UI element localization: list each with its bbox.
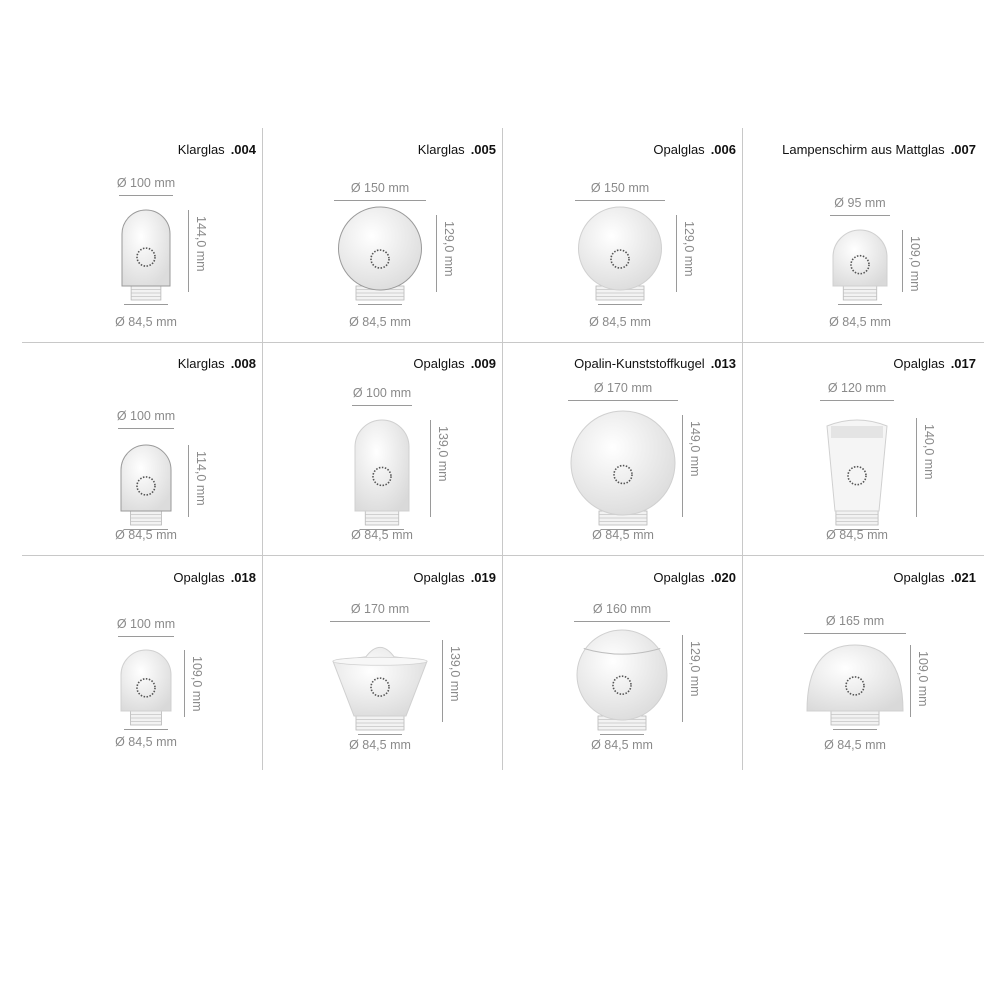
bottom-diameter-line [358, 304, 402, 305]
glass-body [355, 420, 409, 511]
product-cell [742, 128, 982, 342]
height-label: 109,0 mm [916, 651, 930, 707]
product-material: Opalin-Kunststoffkugel [574, 356, 705, 371]
bottom-diameter-label: Ø 84,5 mm [589, 315, 651, 329]
product-title [653, 570, 736, 585]
top-diameter-line [352, 405, 412, 406]
height-label: 140,0 mm [922, 424, 936, 480]
top-diameter-line [334, 200, 426, 201]
glass-body [577, 630, 667, 720]
top-diameter-line [574, 621, 670, 622]
bottom-diameter-label: Ø 84,5 mm [351, 528, 413, 542]
thread-neck [836, 511, 878, 525]
glass-body [339, 207, 422, 290]
product-material: Opalglas [173, 570, 225, 585]
glass-shade-illustration [807, 645, 903, 725]
glass-shade-illustration [121, 445, 171, 525]
product-material: Opalglas [653, 570, 705, 585]
bottom-diameter-label: Ø 84,5 mm [824, 738, 886, 752]
product-title [418, 142, 496, 157]
height-dimension-line [436, 215, 437, 292]
glass-body [579, 207, 662, 290]
glass-shade-illustration [333, 640, 427, 730]
glass-shade-illustration [337, 215, 423, 300]
height-dimension-line [682, 635, 683, 722]
bottom-diameter-label: Ø 84,5 mm [115, 528, 177, 542]
product-cell [262, 128, 502, 342]
product-code: .020 [710, 570, 736, 585]
product-material: Lampenschirm aus Mattglas [782, 142, 945, 157]
product-code: .019 [470, 570, 496, 585]
top-diameter-label: Ø 120 mm [827, 381, 887, 395]
glass-shade-illustration [578, 215, 662, 300]
product-material: Opalglas [893, 356, 945, 371]
height-label: 139,0 mm [448, 646, 462, 702]
product-material: Opalglas [653, 142, 705, 157]
top-diameter-line [568, 400, 678, 401]
product-title [413, 356, 496, 371]
glass-body [121, 650, 171, 711]
glass-shade-illustration [823, 418, 891, 525]
product-title [173, 570, 256, 585]
product-title [574, 356, 736, 371]
thread-neck [131, 286, 161, 300]
thread-neck [356, 716, 404, 730]
height-label: 149,0 mm [688, 421, 702, 477]
height-dimension-line [902, 230, 903, 292]
product-code: .017 [950, 356, 976, 371]
product-code: .008 [230, 356, 256, 371]
top-diameter-label: Ø 170 mm [593, 381, 653, 395]
product-code: .013 [710, 356, 736, 371]
top-diameter-label: Ø 95 mm [834, 196, 886, 210]
bottom-diameter-line [124, 729, 168, 730]
height-dimension-line [442, 640, 443, 722]
top-diameter-label: Ø 100 mm [116, 617, 176, 631]
height-dimension-line [188, 210, 189, 292]
product-code: .006 [710, 142, 736, 157]
product-code: .018 [230, 570, 256, 585]
glass-shade-illustration [833, 230, 887, 300]
top-diameter-line [118, 636, 174, 637]
product-cell [742, 556, 982, 770]
product-cell [742, 342, 982, 556]
product-cell [262, 342, 502, 556]
product-code: .007 [950, 142, 976, 157]
product-material: Klarglas [177, 142, 225, 157]
height-label: 109,0 mm [190, 656, 204, 712]
height-label: 129,0 mm [442, 221, 456, 277]
glass-shade-illustration [121, 650, 171, 725]
glass-shade-illustration [577, 635, 667, 730]
top-diameter-line [830, 215, 890, 216]
top-diameter-label: Ø 100 mm [116, 409, 176, 423]
top-diameter-line [820, 400, 894, 401]
top-diameter-label: Ø 165 mm [825, 614, 885, 628]
product-cell [502, 556, 742, 770]
thread-neck [131, 711, 162, 725]
glass-shade-illustration [122, 210, 170, 300]
height-dimension-line [682, 415, 683, 517]
bottom-diameter-line [598, 304, 642, 305]
bottom-diameter-line [838, 304, 882, 305]
height-dimension-line [910, 645, 911, 717]
glass-body [807, 645, 903, 711]
product-code: .021 [950, 570, 976, 585]
product-title [893, 356, 976, 371]
height-label: 129,0 mm [682, 221, 696, 277]
product-code: .009 [470, 356, 496, 371]
top-diameter-line [330, 621, 430, 622]
product-cell [502, 342, 742, 556]
top-diameter-label: Ø 100 mm [352, 386, 412, 400]
product-material: Opalglas [413, 356, 465, 371]
height-dimension-line [676, 215, 677, 292]
height-dimension-line [184, 650, 185, 717]
height-label: 114,0 mm [194, 451, 208, 506]
glass-body [333, 647, 427, 716]
bottom-diameter-line [833, 729, 877, 730]
top-diameter-label: Ø 160 mm [592, 602, 652, 616]
bottom-diameter-label: Ø 84,5 mm [115, 315, 177, 329]
top-diameter-line [575, 200, 665, 201]
product-title [782, 142, 976, 157]
thread-neck [365, 511, 398, 525]
product-code: .004 [230, 142, 256, 157]
bottom-diameter-label: Ø 84,5 mm [829, 315, 891, 329]
height-label: 129,0 mm [688, 641, 702, 697]
product-material: Opalglas [893, 570, 945, 585]
bottom-diameter-label: Ø 84,5 mm [591, 738, 653, 752]
bottom-diameter-label: Ø 84,5 mm [349, 315, 411, 329]
product-material: Opalglas [413, 570, 465, 585]
height-dimension-line [916, 418, 917, 517]
glass-shade-illustration [355, 420, 409, 525]
top-diameter-line [804, 633, 906, 634]
bottom-diameter-label: Ø 84,5 mm [592, 528, 654, 542]
product-code: .005 [470, 142, 496, 157]
product-cell [22, 342, 262, 556]
glass-body [121, 445, 171, 511]
bottom-diameter-label: Ø 84,5 mm [115, 735, 177, 749]
glass-body [827, 420, 887, 511]
top-diameter-label: Ø 170 mm [350, 602, 410, 616]
bottom-diameter-label: Ø 84,5 mm [826, 528, 888, 542]
bottom-diameter-line [124, 304, 168, 305]
product-title [653, 142, 736, 157]
height-label: 139,0 mm [436, 426, 450, 482]
bottom-diameter-line [600, 734, 644, 735]
product-title [178, 142, 256, 157]
product-title [893, 570, 976, 585]
product-title [413, 570, 496, 585]
thread-neck [131, 511, 162, 525]
glass-body [571, 411, 675, 515]
product-cell [22, 556, 262, 770]
top-diameter-label: Ø 150 mm [590, 181, 650, 195]
glass-body [833, 230, 887, 286]
thread-neck [843, 286, 876, 300]
product-material: Klarglas [417, 142, 465, 157]
top-diameter-label: Ø 150 mm [350, 181, 410, 195]
thread-neck [831, 711, 879, 725]
height-dimension-line [188, 445, 189, 517]
top-diameter-line [119, 195, 173, 196]
product-cell [502, 128, 742, 342]
height-label: 144,0 mm [194, 216, 208, 272]
product-material: Klarglas [177, 356, 225, 371]
bottom-diameter-label: Ø 84,5 mm [349, 738, 411, 752]
bottom-diameter-line [358, 734, 402, 735]
top-diameter-line [118, 428, 174, 429]
top-diameter-label: Ø 100 mm [116, 176, 176, 190]
height-label: 109,0 mm [908, 236, 922, 292]
glass-shade-illustration [571, 415, 675, 525]
height-dimension-line [430, 420, 431, 517]
product-title [178, 356, 256, 371]
product-cell [22, 128, 262, 342]
product-cell [262, 556, 502, 770]
